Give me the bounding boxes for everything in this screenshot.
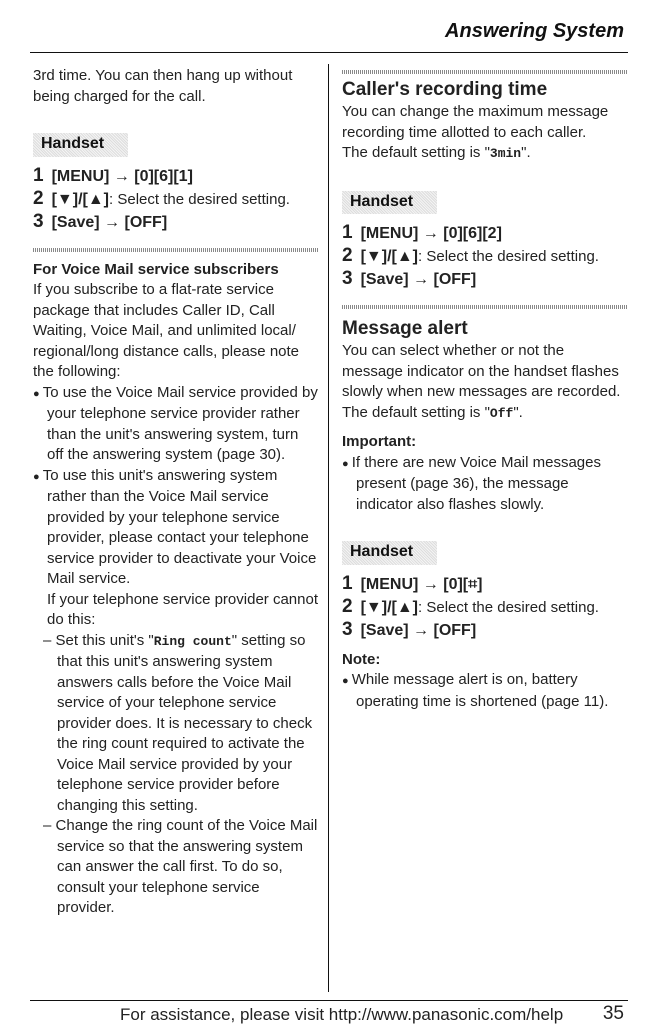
footer-divider — [30, 1000, 628, 1001]
column-divider — [328, 64, 329, 992]
handset-badge: Handset — [342, 191, 437, 215]
section-divider — [342, 70, 627, 74]
header-divider — [30, 52, 628, 53]
section-text: You can select whether or not the message indicator on the handset flashes slowly when new messages are recorded. The default setting is "Off". — [342, 342, 621, 421]
step-3: 3 [Save] → [OFF] — [342, 268, 477, 289]
footer-help-text: For assistance, please visit http://www.panasonic.com/help — [120, 1005, 564, 1024]
page-number: 35 — [602, 1003, 624, 1024]
left-column — [33, 66, 318, 919]
dash-item: – Change the ring count of the Voice Mail service so that the answering system can answer the call first. To do so, consult your telephone service provider. — [33, 816, 318, 919]
step-1: 1 [MENU] → [0][⌗] — [342, 572, 483, 594]
note-label: Note: — [342, 650, 381, 668]
step-2: 2 [▼]/[▲]: Select the desired setting. — [33, 187, 290, 209]
step-1: 1 [MENU] → [0][6][1] — [33, 164, 193, 186]
bullet-item: ● To use the Voice Mail service provided by your telephone service provider rather than the unit's answering system, turn off the answering system (page 30). — [33, 383, 318, 466]
step-3: 3 [Save] → [OFF] — [33, 210, 168, 232]
step-2: 2 [▼]/[▲]: Select the desired setting. — [342, 245, 599, 266]
handset-badge: Handset — [33, 133, 128, 157]
important-label: Important: — [342, 433, 417, 450]
step-2: 2 [▼]/[▲]: Select the desired setting. — [342, 595, 599, 617]
intro-text: 3rd time. You can then hang up without being charged for the call. — [33, 67, 293, 105]
dash-item: – Set this unit's "Ring count" setting so that this unit's answering system answers calls before the Voice Mail service of your telephone service provider does. It is necessary to check the ring count required to activate the Voice Mail service provided by your telephone service provider before changing this setting. — [33, 631, 318, 817]
section-title-message-alert: Message alert — [342, 318, 468, 339]
bullet-continuation: If your telephone service provider cannot do this: — [47, 590, 318, 628]
bullet-item: ● To use this unit's answering system rather than the Voice Mail service provided by your telephone service provider, please contact your telephone service provider to deactivate your Voice Mail service. — [33, 466, 318, 590]
section-divider — [342, 305, 627, 309]
section-title: For Voice Mail service subscribers — [33, 260, 279, 278]
section-divider — [33, 248, 318, 252]
step-3: 3 [Save] → [OFF] — [342, 618, 477, 640]
bullet-item: ● If there are new Voice Mail messages present (page 36), the message indicator also flashes slowly. — [342, 453, 627, 516]
right-column — [342, 66, 627, 712]
handset-badge: Handset — [342, 541, 437, 565]
page-header-title: Answering System — [445, 20, 624, 42]
bullet-item: ● While message alert is on, battery operating time is shortened (page 11). — [342, 670, 627, 712]
section-text: You can change the maximum message recording time allotted to each caller. — [342, 103, 609, 141]
section-intro: If you subscribe to a flat-rate service package that includes Caller ID, Call Waiting, Voice Mail, and unlimited local/ regional/long distance calls, please note the following: — [33, 281, 300, 380]
step-1: 1 [MENU] → [0][6][2] — [342, 222, 502, 243]
section-title-recording-time: Caller's recording time — [342, 79, 548, 100]
default-setting: The default setting is "3min". — [342, 144, 531, 161]
